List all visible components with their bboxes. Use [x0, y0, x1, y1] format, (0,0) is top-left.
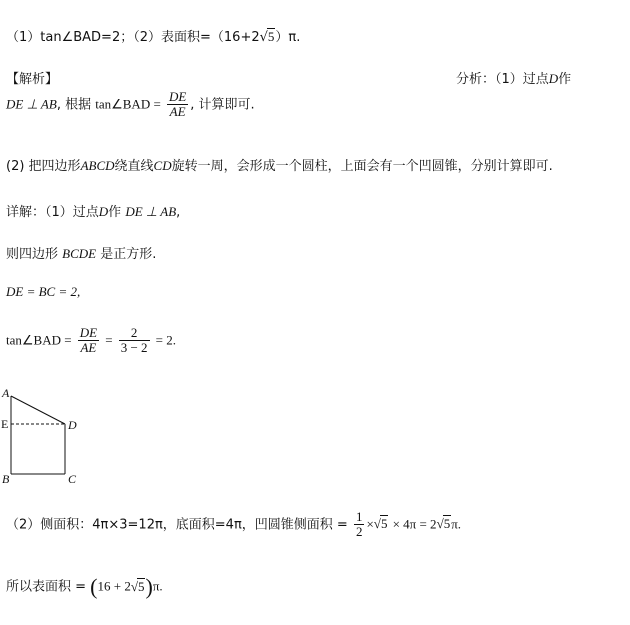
solution-tan-eq: tan∠BAD = $\frac{DE}{AE}$ = $\frac{2}{3 - 2}$ = 2.	[6, 325, 177, 356]
analysis-label: 分析：（1）过点D作	[456, 71, 572, 87]
answer-part1-text: tan∠BAD=2；	[40, 30, 134, 45]
label-c: C	[68, 472, 77, 486]
answer-part2-label: （2）	[133, 30, 162, 45]
analysis-line-2: (2) 把四边形ABCD绕直线CD旋转一周，会形成一个圆柱，上面会有一个凹圆锥，分别计算即可.	[6, 158, 553, 174]
answer-part2-prefix: 表面积=（16+2	[161, 30, 260, 45]
tan-frac-1: $\frac{DE}{AE}$	[79, 325, 98, 356]
analysis-line-1: DE ⊥ AB, 根据 tan∠BAD = $\frac{DE}{AE}$ , 计算即可.	[6, 89, 255, 120]
solution-total: 所以表面积 = (16 + 2√5)π.	[6, 574, 163, 599]
solution-part2: （2）侧面积：4π×3=12π，底面积=4π，凹圆锥侧面积 = $\frac{1}{2}$ ×√5 × 4π = 2√5π.	[6, 509, 462, 540]
answer-sqrt: √5	[259, 29, 275, 45]
part2-half: $\frac{1}{2}$	[355, 509, 363, 540]
label-a: A	[2, 386, 10, 400]
solution-intro: 详解：（1）过点D作 DE ⊥ AB,	[6, 204, 181, 220]
analysis-point: D	[548, 71, 559, 86]
label-d: D	[68, 418, 77, 432]
label-b: B	[2, 472, 10, 486]
trapezoid-figure	[0, 385, 90, 490]
tan-frac-2: $\frac{2}{3 - 2}$	[120, 325, 148, 356]
label-e: E	[1, 417, 9, 431]
answer-part1-label: （1）	[6, 30, 41, 45]
analysis-perp: DE ⊥ AB	[6, 96, 57, 112]
answer-line	[6, 26, 300, 45]
solution-eq1: DE = BC = 2,	[6, 284, 81, 299]
edge-ad	[11, 396, 65, 424]
solution-square: 则四边形 BCDE 是正方形.	[6, 246, 157, 262]
analysis-fraction: $\frac{DE}{AE}$	[168, 89, 187, 120]
analysis-heading: 【解析】	[6, 72, 59, 87]
answer-part2-suffix: ）π.	[275, 30, 301, 45]
